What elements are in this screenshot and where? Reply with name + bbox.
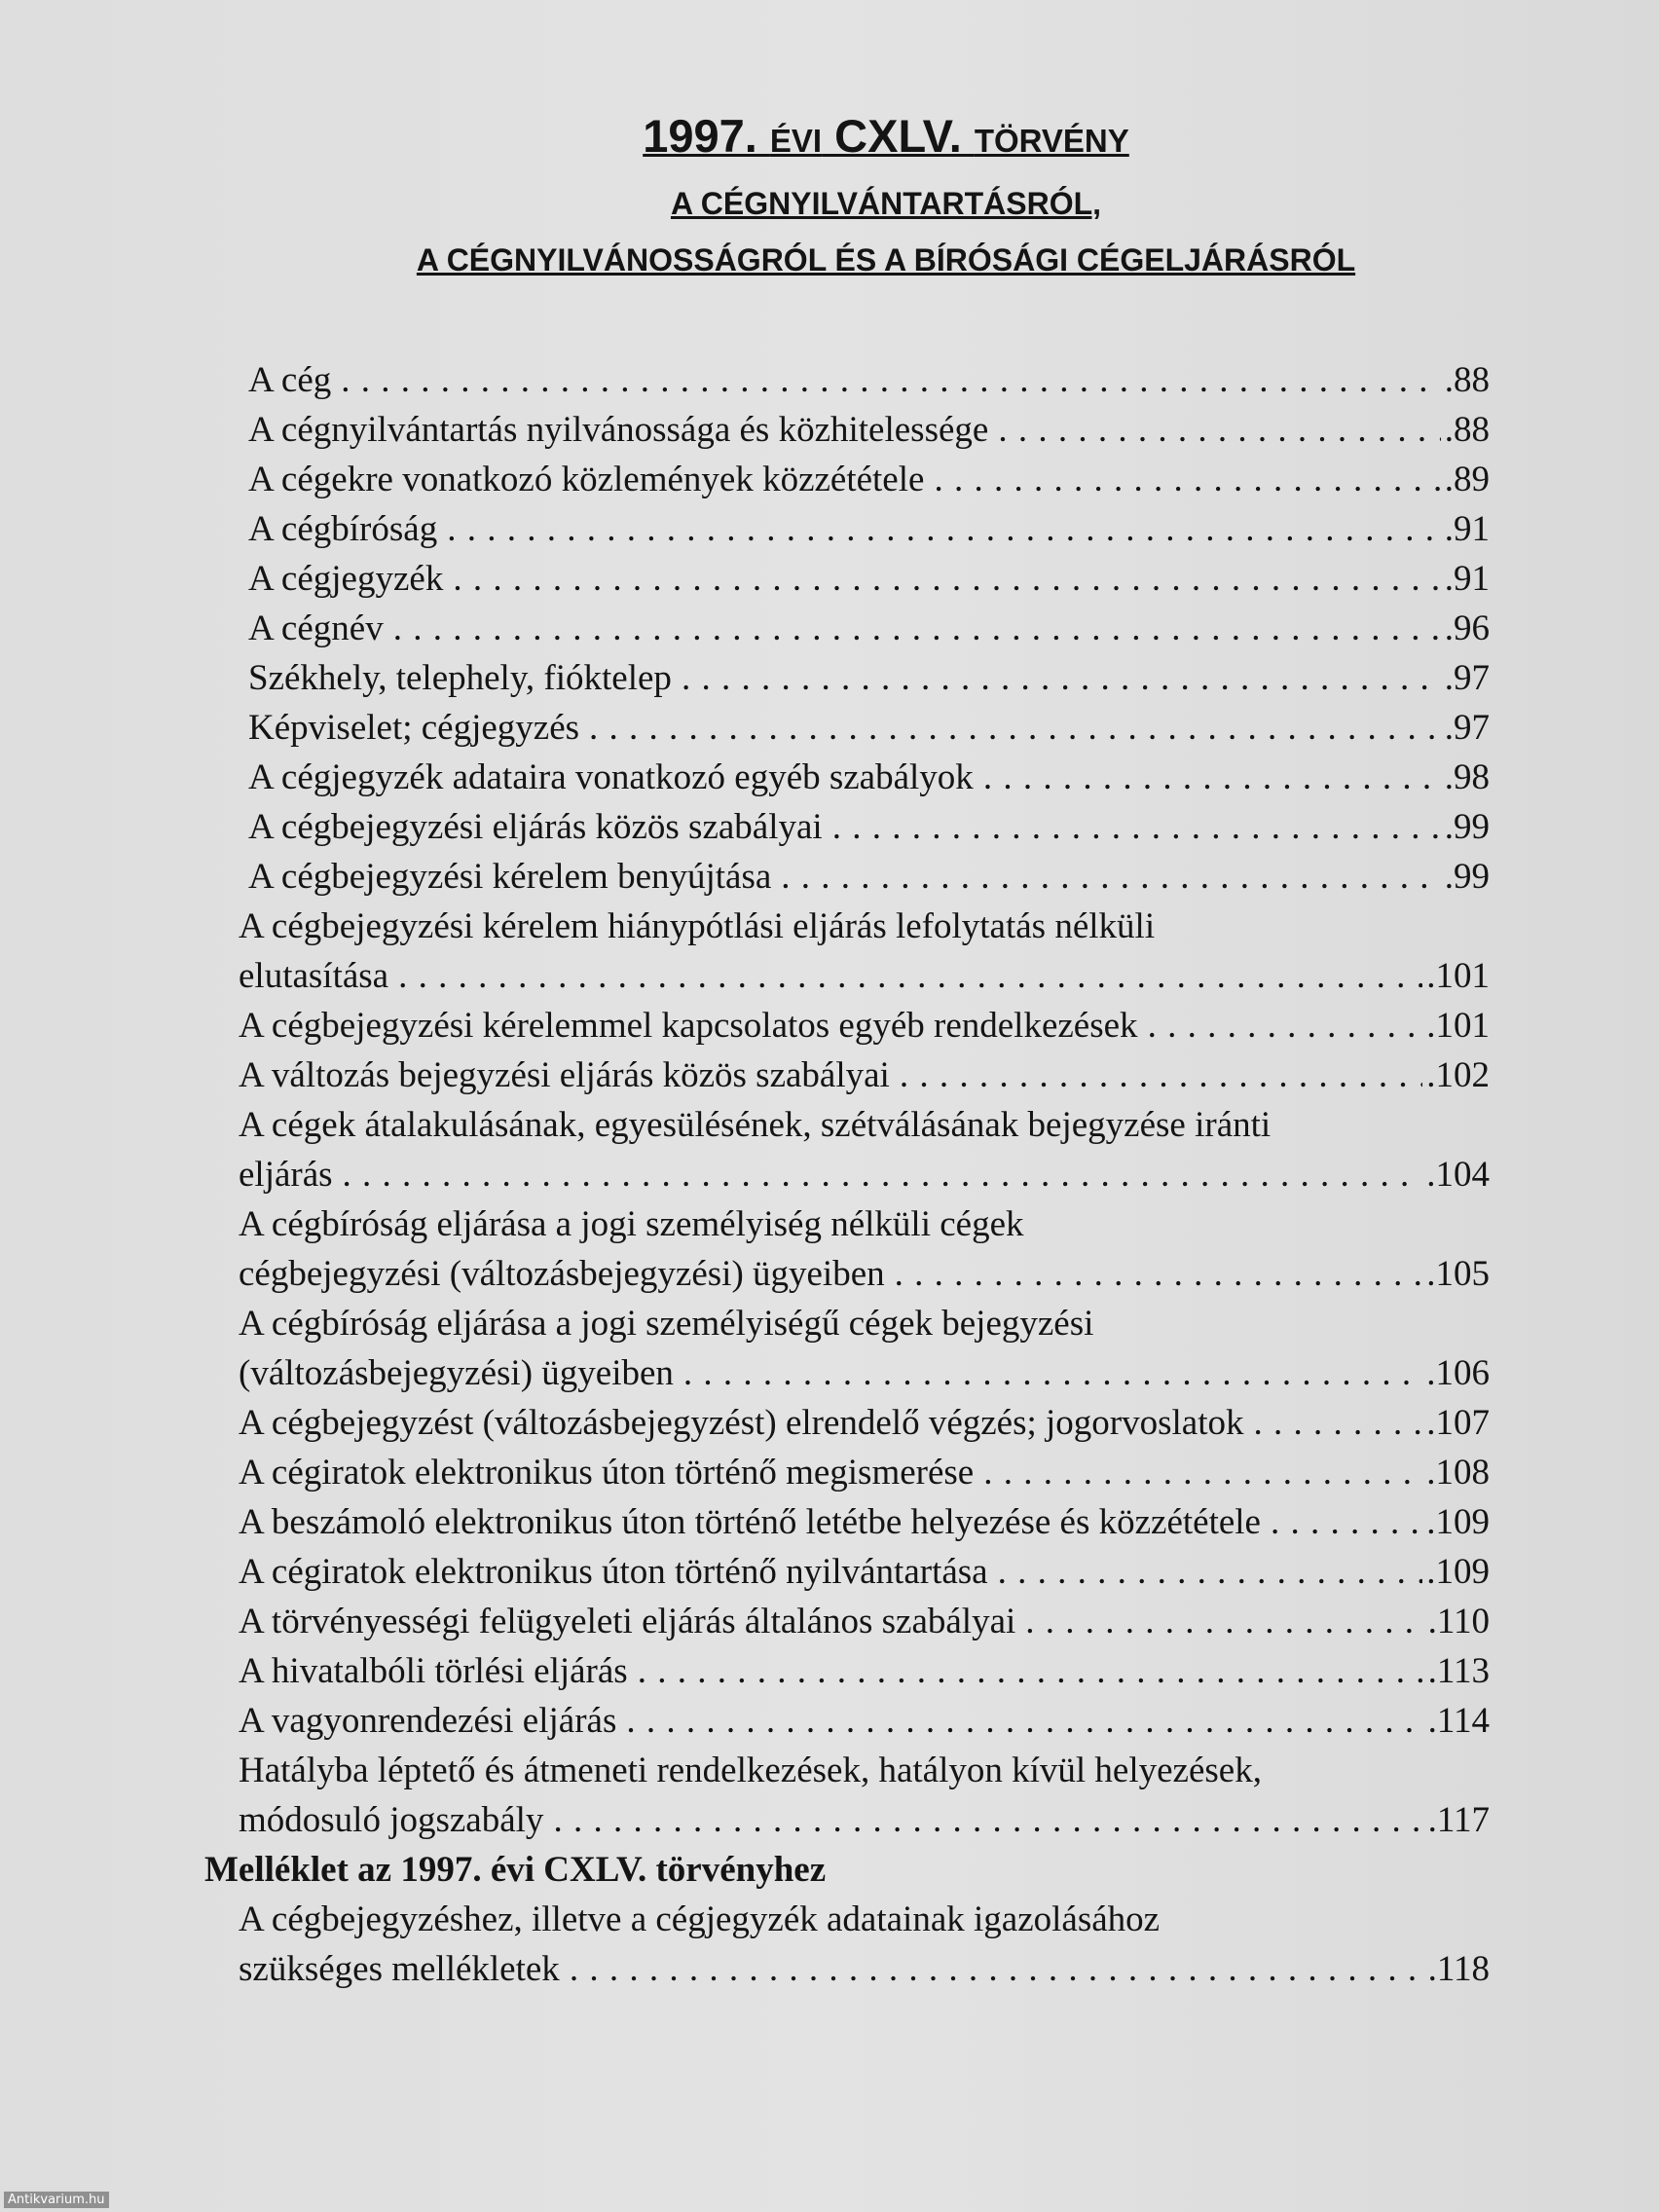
toc-entry-row: [248, 355, 1490, 405]
toc-page-number: .89: [1444, 460, 1490, 499]
leader-dots: [589, 703, 1441, 753]
toc-page-number: .99: [1444, 807, 1490, 847]
toc-page-number: .110: [1427, 1602, 1490, 1641]
leader-dots: [1271, 1497, 1422, 1547]
toc-entry: [234, 852, 1490, 902]
toc-entry-row: [248, 852, 1490, 902]
toc-entry-title-line: A cégbejegyzéshez, illetve a cégjegyzék adatainak igazolásához: [239, 1899, 1161, 1939]
toc-page-number: .97: [1444, 658, 1490, 698]
leader-dots: [998, 1547, 1423, 1597]
toc-entry-title: A cégiratok elektronikus úton történő nyilvántartása: [239, 1552, 988, 1592]
toc-entry: [234, 802, 1490, 852]
toc-entry-row: [239, 1597, 1490, 1646]
toc-entry-title: A cég: [248, 360, 332, 400]
toc-entry-title: A vagyonrendezési eljárás: [239, 1701, 617, 1741]
leader-dots: [553, 1795, 1423, 1845]
leader-dots: [682, 653, 1441, 703]
toc-entry-row: [239, 1001, 1490, 1051]
toc-entry: [234, 1001, 1490, 1051]
toc-page-number: .113: [1427, 1651, 1490, 1691]
toc-entry-title: A cégbejegyzési eljárás közös szabályai: [248, 807, 823, 847]
toc-entry: [234, 902, 1490, 1001]
toc-page-number: .91: [1444, 509, 1490, 549]
toc-page-number: .102: [1426, 1055, 1490, 1095]
leader-dots: [1148, 1001, 1423, 1051]
leader-dots: [998, 405, 1440, 455]
toc-entry-title: cégbejegyzési (változásbejegyzési) ügyeiben: [239, 1254, 885, 1294]
toc-entry-row: [239, 1944, 1490, 1994]
toc-entry-title: A hivatalbóli törlési eljárás: [239, 1651, 628, 1691]
toc-entry: [234, 753, 1490, 802]
leader-dots: [1254, 1398, 1423, 1448]
title-line-1: [234, 102, 1538, 175]
toc-entry: [234, 1895, 1490, 1994]
toc-page-number: .104: [1426, 1155, 1490, 1195]
toc-entry-title: A cégnév: [248, 608, 384, 648]
toc-entry: [234, 1398, 1490, 1448]
toc-entry-title: szükséges mellékletek: [239, 1949, 560, 1989]
leader-dots: [626, 1696, 1423, 1746]
toc-entry-title: A cégbejegyzést (változásbejegyzést) elrendelő végzés; jogorvoslatok: [239, 1403, 1244, 1443]
toc-entry-row: [248, 753, 1490, 802]
leader-dots: [393, 604, 1441, 653]
toc-entry: [234, 604, 1490, 653]
toc-entry-title: A változás bejegyzési eljárás közös szabályai: [239, 1055, 890, 1095]
toc-page-number: .99: [1444, 857, 1490, 897]
toc-page-number: .96: [1444, 608, 1490, 648]
toc-entry: [234, 1299, 1490, 1398]
toc-entry: [234, 455, 1490, 504]
leader-dots: [983, 1448, 1422, 1497]
toc-entry: [234, 1746, 1490, 1845]
toc-entry-title: eljárás: [239, 1155, 333, 1195]
toc-page-number: .91: [1444, 559, 1490, 599]
toc-entry: [234, 1547, 1490, 1597]
toc-page-number: .118: [1427, 1949, 1490, 1989]
leader-dots: [683, 1348, 1422, 1398]
toc-entry-title: A cégjegyzék adataira vonatkozó egyéb szabályok: [248, 757, 974, 797]
leader-dots: [570, 1944, 1424, 1994]
watermark: Antikvarium.hu: [4, 2192, 109, 2208]
leader-dots: [341, 355, 1440, 405]
toc-page-number: .106: [1426, 1353, 1490, 1393]
toc-page-number: .109: [1426, 1552, 1490, 1592]
leader-dots: [832, 802, 1441, 852]
toc-entry-row: [239, 1696, 1490, 1746]
toc-entry: [234, 355, 1490, 405]
toc-entry-row: [248, 703, 1490, 753]
toc-entry: [234, 1051, 1490, 1100]
toc-page-number: .114: [1427, 1701, 1490, 1741]
leader-dots: [343, 1150, 1423, 1199]
toc-page-number: .108: [1426, 1453, 1490, 1493]
leader-dots: [781, 852, 1440, 902]
toc-entry-title: A cégbejegyzési kérelem benyújtása: [248, 857, 772, 897]
toc-entry-title: A törvényességi felügyeleti eljárás általános szabályai: [239, 1602, 1016, 1641]
toc-entry: [234, 1199, 1490, 1299]
toc-entry-row: [239, 1547, 1490, 1597]
toc-page-number: .101: [1426, 1006, 1490, 1046]
table-of-contents: [204, 355, 1490, 1994]
toc-entry: [234, 1100, 1490, 1199]
toc-entry-title-line: A cégbíróság eljárása a jogi személyiségű cégek bejegyzési: [239, 1304, 1094, 1344]
toc-page-number: .109: [1426, 1502, 1490, 1542]
toc-entry: [234, 1497, 1490, 1547]
toc-entry-row: [248, 405, 1490, 455]
leader-dots: [453, 554, 1440, 604]
toc-entry-row: [248, 802, 1490, 852]
toc-entry: [234, 1696, 1490, 1746]
title-line-2: A CÉGNYILVÁNTARTÁSRÓL,: [670, 186, 1102, 221]
toc-page-number: .105: [1426, 1254, 1490, 1294]
toc-entry-row: [239, 1646, 1490, 1696]
toc-page-number: .97: [1444, 708, 1490, 748]
toc-page-number: .117: [1427, 1800, 1490, 1840]
toc-entry: [234, 554, 1490, 604]
leader-dots: [638, 1646, 1424, 1696]
toc-entry-row: [248, 455, 1490, 504]
toc-entry-title-line: A cégbejegyzési kérelem hiánypótlási eljárás lefolytatás nélküli: [239, 906, 1156, 946]
toc-entry-row: [239, 1795, 1490, 1845]
toc-entry-title: elutasítása: [239, 956, 389, 996]
toc-entry-row: [248, 554, 1490, 604]
toc-entry-title: A cégnyilvántartás nyilvánossága és közhitelessége: [248, 410, 989, 450]
title-line-3: A CÉGNYILVÁNOSSÁGRÓL ÉS A BÍRÓSÁGI CÉGELJÁRÁSRÓL: [416, 242, 1356, 277]
toc-page-number: .107: [1426, 1403, 1490, 1443]
toc-entry-title: A cégjegyzék: [248, 559, 444, 599]
toc-entry-title-line: A cégbíróság eljárása a jogi személyiség nélküli cégek: [239, 1204, 1024, 1244]
toc-entry-title-line: Hatályba léptető és átmeneti rendelkezések, hatályon kívül helyezések,: [239, 1751, 1262, 1790]
toc-entry: [234, 1597, 1490, 1646]
toc-entry-row: [239, 1150, 1490, 1199]
toc-entry: [234, 405, 1490, 455]
toc-entry: [234, 703, 1490, 753]
toc-entry-title: (változásbejegyzési) ügyeiben: [239, 1353, 674, 1393]
toc-entry: [234, 1448, 1490, 1497]
toc-page-number: .88: [1444, 410, 1490, 450]
toc-page-number: .88: [1444, 360, 1490, 400]
toc-entry-row: [248, 504, 1490, 554]
leader-dots: [1025, 1597, 1423, 1646]
leader-dots: [895, 1249, 1423, 1299]
title-year: 1997.: [643, 110, 770, 162]
leader-dots: [934, 455, 1440, 504]
toc-page-number: .101: [1426, 956, 1490, 996]
toc-entry-row: [239, 1348, 1490, 1398]
leader-dots: [447, 504, 1441, 554]
toc-entry-row: [239, 1249, 1490, 1299]
toc-entry: [234, 504, 1490, 554]
toc-entry-row: [239, 1497, 1490, 1547]
toc-page-number: .98: [1444, 757, 1490, 797]
leader-dots: [900, 1051, 1422, 1100]
leader-dots: [398, 951, 1422, 1001]
toc-entry-row: [248, 653, 1490, 703]
toc-entry-title: A cégekre vonatkozó közlemények közzététele: [248, 460, 925, 499]
toc-entry-row: [239, 1398, 1490, 1448]
toc-entry-row: [239, 951, 1490, 1001]
toc-entry-title: A cégiratok elektronikus úton történő megismerése: [239, 1453, 975, 1493]
title-roman: CXLV.: [822, 110, 975, 162]
toc-entry-title: Képviselet; cégjegyzés: [248, 708, 580, 748]
toc-entry-title: módosuló jogszabály: [239, 1800, 544, 1840]
toc-entry-title: A cégbíróság: [248, 509, 438, 549]
toc-entry-title: A cégbejegyzési kérelemmel kapcsolatos egyéb rendelkezések: [239, 1006, 1138, 1046]
toc-entry-title: A beszámoló elektronikus úton történő letétbe helyezése és közzététele: [239, 1502, 1261, 1542]
leader-dots: [983, 753, 1441, 802]
toc-entry: [234, 1646, 1490, 1696]
toc-entry-row: [239, 1051, 1490, 1100]
annex-heading: Melléklet az 1997. évi CXLV. törvényhez: [204, 1850, 827, 1890]
toc-entry-row: [239, 1448, 1490, 1497]
toc-entry: [234, 653, 1490, 703]
toc-entry-row: [248, 604, 1490, 653]
title-torveny: TÖRVÉNY: [974, 123, 1129, 159]
toc-entry-title-line: A cégek átalakulásának, egyesülésének, szétválásának bejegyzése iránti: [239, 1105, 1272, 1145]
chapter-title: [234, 102, 1538, 288]
toc-entry-title: Székhely, telephely, fióktelep: [248, 658, 672, 698]
title-evi: ÉVI: [769, 123, 823, 159]
